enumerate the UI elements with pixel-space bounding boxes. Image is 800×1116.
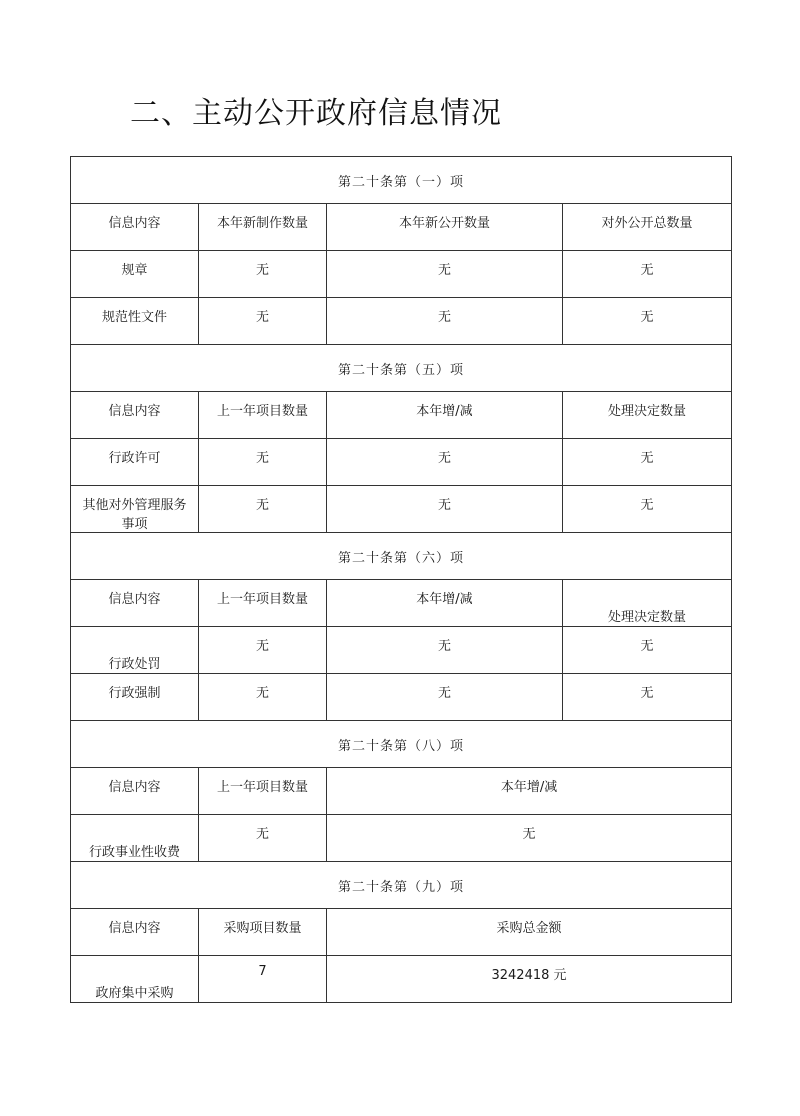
table-cell: 无 [327, 486, 563, 533]
table-cell: 无 [327, 251, 563, 298]
row-label: 行政许可 [71, 439, 199, 486]
row-label: 行政强制 [71, 674, 199, 721]
header-cell: 本年新制作数量 [199, 204, 327, 251]
row-label [71, 815, 199, 862]
header-cell: 处理决定数量 [563, 392, 732, 439]
header-cell [563, 580, 732, 627]
section-title: 第二十条第（一）项 [71, 157, 732, 204]
row-label: 其他对外管理服务事项 [71, 486, 199, 533]
table-cell: 无 [199, 298, 327, 345]
header-cell: 上一年项目数量 [199, 580, 327, 627]
table-cell: 无 [563, 486, 732, 533]
header-cell: 信息内容 [71, 909, 199, 956]
section-title: 第二十条第（六）项 [71, 533, 732, 580]
row-label-text: 行政事业性收费 [88, 845, 180, 860]
table-cell: 无 [199, 439, 327, 486]
row-label [71, 956, 199, 1003]
row-label-text: 政府集中采购 [95, 986, 174, 1001]
header-cell: 本年增/减 [327, 392, 563, 439]
table-cell: 无 [327, 439, 563, 486]
header-cell: 上一年项目数量 [199, 392, 327, 439]
header-cell: 采购总金额 [327, 909, 732, 956]
table-cell: 无 [327, 627, 563, 674]
table-cell: 无 [327, 674, 563, 721]
row-label: 规范性文件 [71, 298, 199, 345]
table-cell: 无 [199, 674, 327, 721]
page-title: 二、主动公开政府信息情况 [130, 96, 502, 131]
header-cell: 信息内容 [71, 392, 199, 439]
header-cell: 本年增/减 [327, 768, 732, 815]
table-cell: 无 [563, 439, 732, 486]
header-cell: 本年新公开数量 [327, 204, 563, 251]
header-cell: 采购项目数量 [199, 909, 327, 956]
header-cell: 对外公开总数量 [563, 204, 732, 251]
table-cell: 无 [327, 815, 732, 862]
section-title: 第二十条第（九）项 [71, 862, 732, 909]
header-text: 处理决定数量 [608, 610, 687, 625]
section-title: 第二十条第（八）项 [71, 721, 732, 768]
header-cell: 上一年项目数量 [199, 768, 327, 815]
table-cell: 无 [563, 298, 732, 345]
row-label [71, 627, 199, 674]
section-title: 第二十条第（五）项 [71, 345, 732, 392]
table-cell: 无 [563, 627, 732, 674]
header-cell: 信息内容 [71, 768, 199, 815]
header-cell: 信息内容 [71, 204, 199, 251]
table-cell: 无 [563, 251, 732, 298]
row-label-text: 行政处罚 [108, 657, 161, 672]
disclosure-table [70, 156, 732, 1003]
table-cell: 无 [327, 298, 563, 345]
row-label: 规章 [71, 251, 199, 298]
table-cell: 3242418 元 [327, 956, 732, 1003]
header-cell: 本年增/减 [327, 580, 563, 627]
header-cell: 信息内容 [71, 580, 199, 627]
table-cell: 无 [199, 251, 327, 298]
table-cell: 无 [199, 627, 327, 674]
table-cell: 无 [199, 815, 327, 862]
table-cell: 无 [563, 674, 732, 721]
table-cell: 无 [199, 486, 327, 533]
table-cell: 7 [199, 956, 327, 1003]
